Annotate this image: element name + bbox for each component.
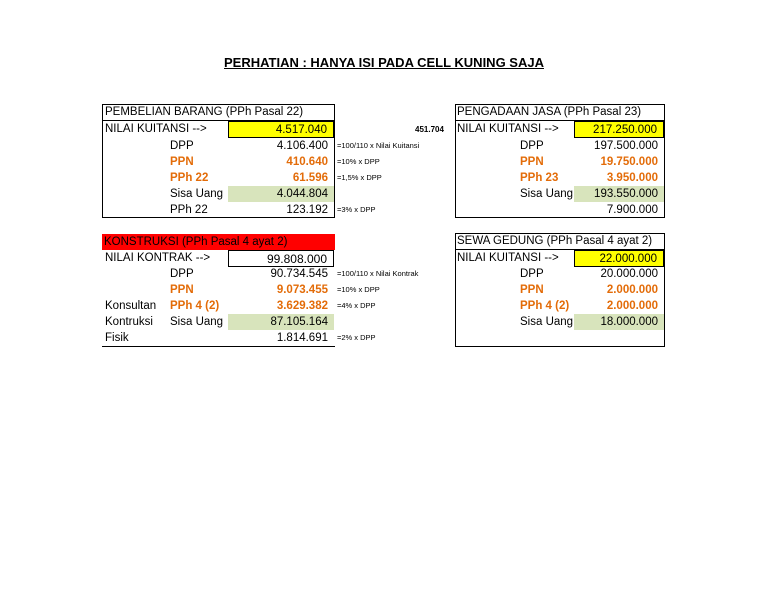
pembelian-barang-header: PEMBELIAN BARANG (PPh Pasal 22): [105, 106, 304, 118]
barang-ppn-note: =10% x DPP: [337, 157, 380, 166]
barang-ppn-value: 410.640: [286, 156, 328, 168]
konstruksi-nilai-input[interactable]: 99.808.000: [228, 250, 334, 267]
konstruksi-pph-label: PPh 4 (2): [170, 300, 220, 312]
jasa-sisa-value: 193.550.000: [574, 186, 664, 202]
jasa-sisa-label: Sisa Uang: [520, 188, 574, 200]
konstruksi-ppn-note: =10% x DPP: [337, 285, 380, 294]
sewa-nilai-input[interactable]: 22.000.000: [574, 250, 664, 267]
sewa-ppn-value: 2.000.000: [606, 284, 658, 296]
jasa-ppn-label: PPN: [520, 156, 544, 168]
barang-sisa-value: 4.044.804: [228, 186, 334, 202]
sewa-nilai-label: NILAI KUITANSI -->: [457, 252, 559, 264]
konstruksi-dpp-value: 90.734.545: [270, 268, 328, 280]
sewa-sisa-label: Sisa Uang: [520, 316, 574, 328]
konstruksi-fisik-label: Fisik: [105, 332, 129, 344]
barang-pph2-label: PPh 22: [170, 204, 208, 216]
barang-ppn-label: PPN: [170, 156, 194, 168]
sewa-gedung-header: SEWA GEDUNG (PPh Pasal 4 ayat 2): [457, 235, 653, 247]
konstruksi-pph-value: 3.629.382: [276, 300, 328, 312]
sewa-pph-value: 2.000.000: [606, 300, 658, 312]
barang-pph-label: PPh 22: [170, 172, 209, 184]
konstruksi-bottom-line: [102, 346, 335, 347]
konstruksi-kontruksi-label: Kontruksi: [105, 316, 153, 328]
jasa-pph-label: PPh 23: [520, 172, 559, 184]
sewa-pph-label: PPh 4 (2): [520, 300, 570, 312]
jasa-dpp-label: DPP: [520, 140, 544, 152]
jasa-ppn-value: 19.750.000: [600, 156, 658, 168]
barang-side-value: 451.704: [415, 125, 444, 134]
konstruksi-ppn-label: PPN: [170, 284, 194, 296]
konstruksi-dpp-label: DPP: [170, 268, 194, 280]
konstruksi-sisa-value: 87.105.164: [228, 314, 334, 330]
jasa-nilai-label: NILAI KUITANSI -->: [457, 123, 559, 135]
konstruksi-header: KONSTRUKSI (PPh Pasal 4 ayat 2): [104, 236, 288, 248]
barang-dpp-value: 4.106.400: [276, 140, 328, 152]
jasa-extra-value: 7.900.000: [606, 204, 658, 216]
sewa-ppn-label: PPN: [520, 284, 544, 296]
pengadaan-jasa-header: PENGADAAN JASA (PPh Pasal 23): [457, 106, 642, 118]
barang-dpp-note: =100/110 x Nilai Kuitansi: [337, 141, 420, 150]
barang-pph2-note: =3% x DPP: [337, 205, 376, 214]
page-title: PERHATIAN : HANYA ISI PADA CELL KUNING SAJA: [224, 55, 544, 70]
jasa-pph-value: 3.950.000: [606, 172, 658, 184]
konstruksi-ppn-value: 9.073.455: [276, 284, 328, 296]
barang-pph2-value: 123.192: [286, 204, 328, 216]
jasa-nilai-input[interactable]: 217.250.000: [574, 121, 664, 138]
konstruksi-konsultan-label: Konsultan: [105, 300, 157, 312]
barang-nilai-label: NILAI KUITANSI -->: [105, 123, 207, 135]
barang-pph-value: 61.596: [292, 172, 328, 184]
jasa-dpp-value: 197.500.000: [594, 140, 658, 152]
barang-dpp-label: DPP: [170, 140, 194, 152]
konstruksi-pph-note: =4% x DPP: [337, 301, 376, 310]
konstruksi-fisik-note: =2% x DPP: [337, 333, 376, 342]
sewa-dpp-value: 20.000.000: [600, 268, 658, 280]
barang-sisa-label: Sisa Uang: [170, 188, 224, 200]
konstruksi-dpp-note: =100/110 x Nilai Kontrak: [337, 269, 419, 278]
konstruksi-nilai-label: NILAI KONTRAK -->: [105, 252, 211, 264]
konstruksi-sisa-label: Sisa Uang: [170, 316, 224, 328]
sewa-dpp-label: DPP: [520, 268, 544, 280]
konstruksi-fisik-value: 1.814.691: [276, 332, 328, 344]
sewa-sisa-value: 18.000.000: [574, 314, 664, 330]
barang-pph-note: =1,5% x DPP: [337, 173, 382, 182]
barang-nilai-input[interactable]: 4.517.040: [228, 121, 334, 138]
